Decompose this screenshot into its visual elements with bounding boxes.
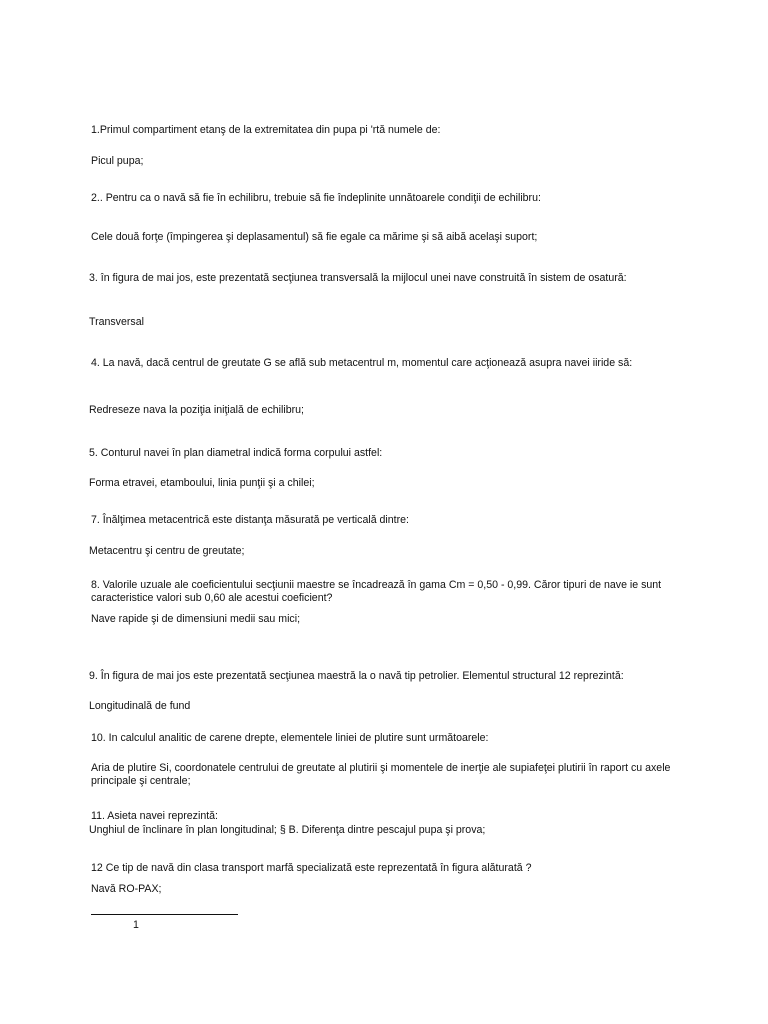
page-number: 1: [133, 919, 139, 931]
answer-12: Navă RO-PAX;: [91, 883, 162, 895]
answer-7: Metacentru şi centru de greutate;: [89, 545, 245, 557]
question-5: 5. Conturul navei în plan diametral indică forma corpului astfel:: [89, 447, 383, 459]
answer-8: Nave rapide şi de dimensiuni medii sau mici;: [91, 613, 301, 625]
question-2: 2.. Pentru ca o navă să fie în echilibru, trebuie să fie îndeplinite unnătoarele condiţii de echilibru:: [91, 192, 541, 204]
question-7: 7. Înălţimea metacentrică este distanţa măsurată pe verticală dintre:: [91, 514, 409, 526]
question-8-line-1: 8. Valorile uzuale ale coeficientului secţiunii maestre se încadrează în gama Cm = 0,50 - 0,99. Căror tipuri de nave ie sunt: [91, 579, 662, 591]
answer-2: Cele două forţe (împingerea şi deplasamentul) să fie egale ca mărime şi să aibă acelaşi suport;: [91, 231, 538, 243]
answer-5: Forma etravei, etamboului, linia punţii şi a chilei;: [89, 477, 315, 489]
answer-10-line-2: principale şi centrale;: [91, 775, 191, 787]
question-9: 9. În figura de mai jos este prezentată secţiunea maestră la o navă tip petrolier. Elementul structural 12 reprezintă:: [89, 670, 624, 682]
answer-4: Redreseze nava la poziţia iniţială de echilibru;: [89, 404, 304, 416]
answer-3: Transversal: [89, 316, 144, 328]
answer-10-line-1: Aria de plutire Si, coordonatele centrului de greutate al plutirii şi momentele de inerţie ale supiafeţei plutirii în raport cu axele: [91, 762, 671, 774]
question-1: 1.Primul compartiment etanş de la extremitatea din pupa pi 'rtă numele de:: [91, 124, 441, 136]
question-8-line-2: caracteristice valori sub 0,60 ale acestui coeficient?: [91, 592, 333, 604]
answer-1: Picul pupa;: [91, 155, 144, 167]
question-10: 10. In calculul analitic de carene drepte, elementele liniei de plutire sunt următoarele:: [91, 732, 489, 744]
answer-11: Unghiul de înclinare în plan longitudinal; § B. Diferenţa dintre pescajul pupa şi prova;: [89, 824, 486, 836]
question-12: 12 Ce tip de navă din clasa transport marfă specializată este reprezentată în figura alăturată ?: [91, 862, 532, 874]
question-3: 3. în figura de mai jos, este prezentată secţiunea transversală la mijlocul unei nave construită în sistem de osatură:: [89, 272, 627, 284]
question-11: 11. Asieta navei reprezintă:: [91, 810, 219, 822]
question-4: 4. La navă, dacă centrul de greutate G se află sub metacentrul m, momentul care acţionează asupra navei iiride să:: [91, 357, 633, 369]
footnote-separator: [91, 914, 238, 915]
answer-9: Longitudinală de fund: [89, 700, 191, 712]
